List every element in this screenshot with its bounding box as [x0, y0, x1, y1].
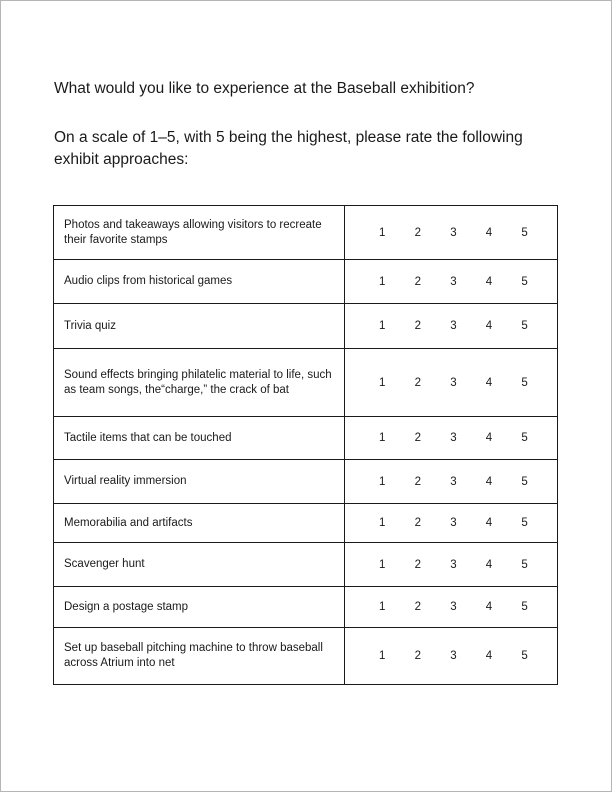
rating-option-4[interactable]: 4: [485, 376, 493, 389]
rating-option-5[interactable]: 5: [521, 558, 528, 571]
rating-row: [54, 587, 558, 628]
rating-option-3[interactable]: 3: [450, 275, 457, 288]
rating-option-3[interactable]: 3: [450, 475, 457, 488]
rating-option-4[interactable]: 4: [485, 601, 493, 613]
rating-option-4[interactable]: 4: [485, 226, 493, 239]
rating-option-4[interactable]: 4: [485, 275, 493, 288]
approach-label: Audio clips from historical games: [54, 260, 345, 304]
rating-option-2[interactable]: 2: [414, 226, 421, 239]
rating-option-2[interactable]: 2: [414, 275, 421, 288]
rating-row: [54, 417, 558, 460]
rating-option-5[interactable]: 5: [521, 650, 528, 662]
rating-scale: [345, 517, 557, 529]
rating-scale: [345, 559, 557, 571]
rating-option-3[interactable]: 3: [450, 601, 457, 613]
rating-option-4[interactable]: 4: [485, 320, 493, 332]
rating-option-5[interactable]: 5: [521, 517, 528, 529]
rating-option-3[interactable]: 3: [450, 226, 457, 239]
rating-option-1[interactable]: 1: [379, 558, 386, 571]
approach-label: Virtual reality immersion: [54, 460, 345, 504]
rating-option-1[interactable]: 1: [379, 432, 386, 444]
rating-scale-cell: [345, 349, 558, 417]
approach-label: Memorabilia and artifacts: [54, 504, 345, 543]
rating-row: [54, 206, 558, 260]
rating-option-3[interactable]: 3: [450, 432, 457, 444]
survey-question: What would you like to experience at the Baseball exhibition?: [54, 80, 475, 97]
approach-label: Set up baseball pitching machine to throw baseball across Atrium into net: [54, 628, 345, 685]
rating-scale-cell: [345, 206, 558, 260]
rating-scale-cell: [345, 587, 558, 628]
rating-scale-cell: [345, 417, 558, 460]
rating-option-1[interactable]: 1: [379, 650, 386, 662]
rating-row: [54, 460, 558, 504]
approach-label: Scavenger hunt: [54, 543, 345, 587]
approach-label: Photos and takeaways allowing visitors to recreate their favorite stamps: [54, 206, 345, 260]
rating-scale-cell: [345, 460, 558, 504]
rating-option-1[interactable]: 1: [379, 517, 386, 529]
rating-option-5[interactable]: 5: [521, 226, 528, 239]
rating-option-2[interactable]: 2: [414, 517, 421, 529]
rating-option-4[interactable]: 4: [485, 517, 493, 529]
rating-row: [54, 628, 558, 685]
rating-option-5[interactable]: 5: [521, 432, 528, 444]
rating-scale: [345, 227, 557, 239]
rating-option-5[interactable]: 5: [521, 601, 528, 613]
rating-row: [54, 260, 558, 304]
rating-option-3[interactable]: 3: [450, 376, 457, 389]
rating-option-2[interactable]: 2: [414, 601, 421, 613]
rating-option-4[interactable]: 4: [485, 558, 493, 571]
rating-option-1[interactable]: 1: [379, 376, 386, 389]
rating-option-2[interactable]: 2: [414, 475, 421, 488]
rating-scale-cell: [345, 304, 558, 349]
rating-option-5[interactable]: 5: [521, 376, 528, 389]
rating-scale-cell: [345, 260, 558, 304]
rating-option-2[interactable]: 2: [414, 320, 421, 332]
rating-option-1[interactable]: 1: [379, 320, 386, 332]
rating-table: [53, 205, 558, 685]
rating-option-2[interactable]: 2: [414, 650, 421, 662]
rating-scale: [345, 432, 557, 444]
rating-option-1[interactable]: 1: [379, 601, 386, 613]
rating-option-5[interactable]: 5: [521, 320, 528, 332]
rating-option-4[interactable]: 4: [485, 475, 493, 488]
rating-option-2[interactable]: 2: [414, 376, 421, 389]
rating-option-4[interactable]: 4: [485, 432, 493, 444]
rating-row: [54, 304, 558, 349]
rating-option-4[interactable]: 4: [485, 650, 493, 662]
rating-scale: [345, 476, 557, 488]
rating-option-1[interactable]: 1: [379, 226, 386, 239]
rating-scale-cell: [345, 628, 558, 685]
rating-row: [54, 543, 558, 587]
rating-option-2[interactable]: 2: [414, 558, 421, 571]
rating-option-5[interactable]: 5: [521, 475, 528, 488]
rating-option-5[interactable]: 5: [521, 275, 528, 288]
rating-scale: [345, 601, 557, 613]
rating-scale: [345, 377, 557, 389]
rating-scale-cell: [345, 504, 558, 543]
rating-option-2[interactable]: 2: [414, 432, 421, 444]
rating-option-1[interactable]: 1: [379, 475, 386, 488]
rating-option-1[interactable]: 1: [379, 275, 386, 288]
rating-option-3[interactable]: 3: [450, 650, 457, 662]
approach-label: Tactile items that can be touched: [54, 417, 345, 460]
approach-label: Design a postage stamp: [54, 587, 345, 628]
rating-row: [54, 504, 558, 543]
rating-option-3[interactable]: 3: [450, 517, 457, 529]
rating-instruction: On a scale of 1–5, with 5 being the highest, please rate the following exhibit approaches:: [54, 129, 523, 168]
rating-scale: [345, 650, 557, 662]
rating-scale: [345, 276, 557, 288]
approach-label: Sound effects bringing philatelic material to life, such as team songs, the“charge,” the crack of bat: [54, 349, 345, 417]
rating-option-3[interactable]: 3: [450, 320, 457, 332]
rating-scale: [345, 320, 557, 332]
rating-option-3[interactable]: 3: [450, 558, 457, 571]
rating-scale-cell: [345, 543, 558, 587]
approach-label: Trivia quiz: [54, 304, 345, 349]
rating-row: [54, 349, 558, 417]
